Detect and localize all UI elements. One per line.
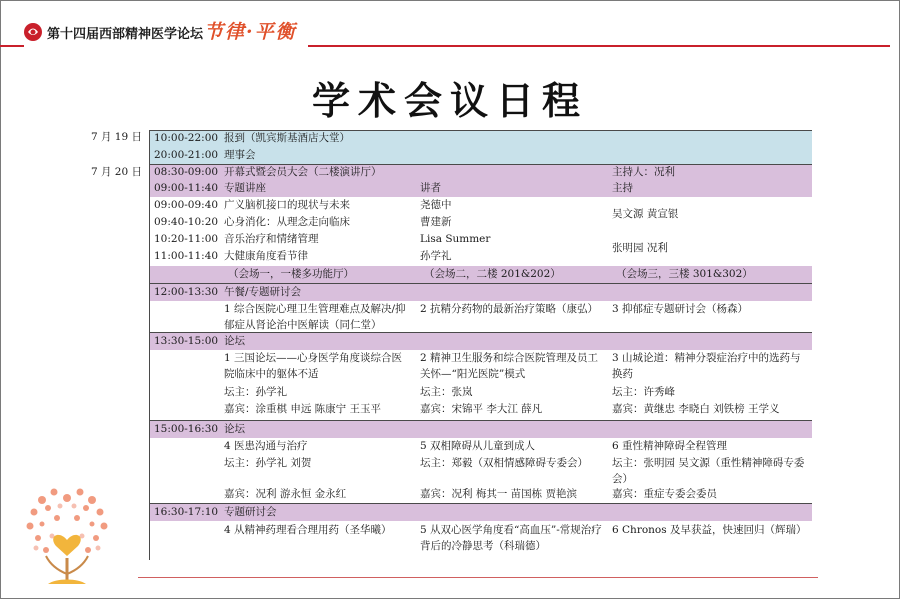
speaker-header: 讲者 — [420, 182, 441, 194]
date-day1: 7 月 19 日 — [90, 131, 142, 143]
time-cell: 09:40-10:20 — [154, 216, 219, 228]
rule — [150, 420, 812, 421]
lecture-chair: 张明园 况利 — [612, 242, 668, 254]
forum-name: 第十四届西部精神医学论坛 — [47, 27, 204, 42]
lecture-title: 音乐治疗和情绪管理 — [224, 233, 319, 245]
heart-tree-decoration-icon — [12, 478, 122, 596]
forum-host: 坛主：许秀峰 — [612, 386, 675, 398]
forum-title: 2 精神卫生服务和综合医院管理及员工关怀—“阳光医院”模式 — [420, 352, 599, 380]
time-cell: 16:30-17:10 — [154, 506, 219, 518]
forum-guests: 嘉宾：况利 游永恒 金永红 — [224, 488, 347, 500]
event-cell: 专题讲座 — [224, 182, 266, 194]
forum-host: 坛主：孙学礼 刘贺 — [224, 457, 312, 469]
forum-title: 6 重性精神障碍全程管理 — [612, 440, 728, 452]
time-cell: 20:00-21:00 — [154, 149, 219, 161]
forum-title: 4 医患沟通与治疗 — [224, 440, 308, 452]
time-cell: 15:00-16:30 — [154, 423, 219, 435]
forum-guests: 嘉宾：况利 梅其一 苗国栋 贾艳滨 — [420, 488, 578, 500]
venue-3: （会场三，三楼 301&302） — [616, 268, 753, 280]
time-cell: 10:00-22:00 — [154, 132, 219, 144]
venue-2: （会场二，二楼 201&202） — [424, 268, 561, 280]
session-title: 专题研讨会 — [224, 506, 277, 518]
footer-rule — [138, 577, 818, 578]
seminar-item: 1 综合医院心理卫生管理难点及解决/抑郁症从肾论治中医解读（同仁堂） — [224, 303, 406, 331]
forum-host: 坛主：张岚 — [420, 386, 473, 398]
header-rule-right — [308, 45, 890, 47]
time-cell: 11:00-11:40 — [154, 250, 219, 262]
session-title: 论坛 — [224, 423, 245, 435]
rule — [150, 503, 812, 504]
time-cell: 13:30-15:00 — [154, 335, 219, 347]
event-cell: 理事会 — [224, 149, 256, 161]
forum-host: 坛主：张明园 吴文源（重性精神障碍专委会） — [612, 457, 805, 485]
chair-header: 主持 — [612, 182, 633, 194]
forum-title: 3 山城论道：精神分裂症治疗中的选药与换药 — [612, 352, 801, 380]
forum-guests: 嘉宾：宋锦平 李大江 薛凡 — [420, 403, 543, 415]
seminar-item: 2 抗精分药物的最新治疗策略（康弘） — [420, 303, 599, 315]
header — [0, 0, 900, 50]
forum-host: 坛主：孙学礼 — [224, 386, 287, 398]
host-cell: 主持人：况利 — [612, 166, 675, 178]
seminar-item: 5 从双心医学角度看“高血压”-常规治疗背后的冷静思考（科瑞德） — [420, 524, 602, 552]
session-title: 论坛 — [224, 335, 245, 347]
forum-guests: 嘉宾：涂重棋 申远 陈康宁 王玉平 — [224, 403, 382, 415]
forum-slogan: 节律·平衡 — [204, 21, 297, 43]
band-forum-1 — [150, 333, 812, 350]
date-day2: 7 月 20 日 — [90, 166, 142, 178]
time-cell: 10:20-11:00 — [154, 233, 219, 245]
time-cell: 09:00-09:40 — [154, 199, 219, 211]
seminar-item: 3 抑郁症专题研讨会（杨森） — [612, 303, 749, 315]
seminar-item: 4 从精神药理看合理用药（圣华曦） — [224, 524, 392, 536]
time-cell: 12:00-13:30 — [154, 286, 219, 298]
forum-title: 5 双相障碍从儿童到成人 — [420, 440, 536, 452]
forum-guests: 嘉宾：重症专委会委员 — [612, 488, 717, 500]
lecture-title: 大健康角度看节律 — [224, 250, 308, 262]
lecture-speaker: 尧德中 — [420, 199, 452, 211]
lecture-speaker: 曹建新 — [420, 216, 452, 228]
page-title: 学术会议日程 — [311, 78, 588, 123]
lecture-title: 广义脑机接口的现状与未来 — [224, 199, 350, 211]
forum-host: 坛主：郑毅（双相情感障碍专委会） — [420, 457, 588, 469]
forum-guests: 嘉宾：黄继忠 李晓白 刘铁榜 王学义 — [612, 403, 780, 415]
rule — [150, 283, 812, 284]
lecture-chair: 吴文源 黄宣银 — [612, 208, 679, 220]
venue-1: （会场一，一楼多功能厅） — [228, 268, 354, 280]
seminar-item: 6 Chronos 及早获益，快速回归（辉瑞） — [612, 524, 807, 536]
time-cell: 09:00-11:40 — [154, 182, 219, 194]
date-column-rule — [149, 130, 150, 560]
forum-logo-icon — [22, 21, 44, 43]
band-forum-2 — [150, 421, 812, 438]
event-cell: 开幕式暨会员大会（二楼演讲厅） — [224, 166, 382, 178]
lecture-title: 心身消化：从理念走向临床 — [224, 216, 350, 228]
event-cell: 报到（凯宾斯基酒店大堂） — [224, 132, 350, 144]
lecture-speaker: Lisa Summer — [420, 233, 491, 245]
header-rule-left — [0, 45, 24, 47]
session-title: 午餐/专题研讨会 — [224, 286, 302, 298]
lecture-speaker: 孙学礼 — [420, 250, 452, 262]
time-cell: 08:30-09:00 — [154, 166, 219, 178]
forum-title: 1 三国论坛——心身医学角度谈综合医院临床中的躯体不适 — [224, 352, 403, 380]
